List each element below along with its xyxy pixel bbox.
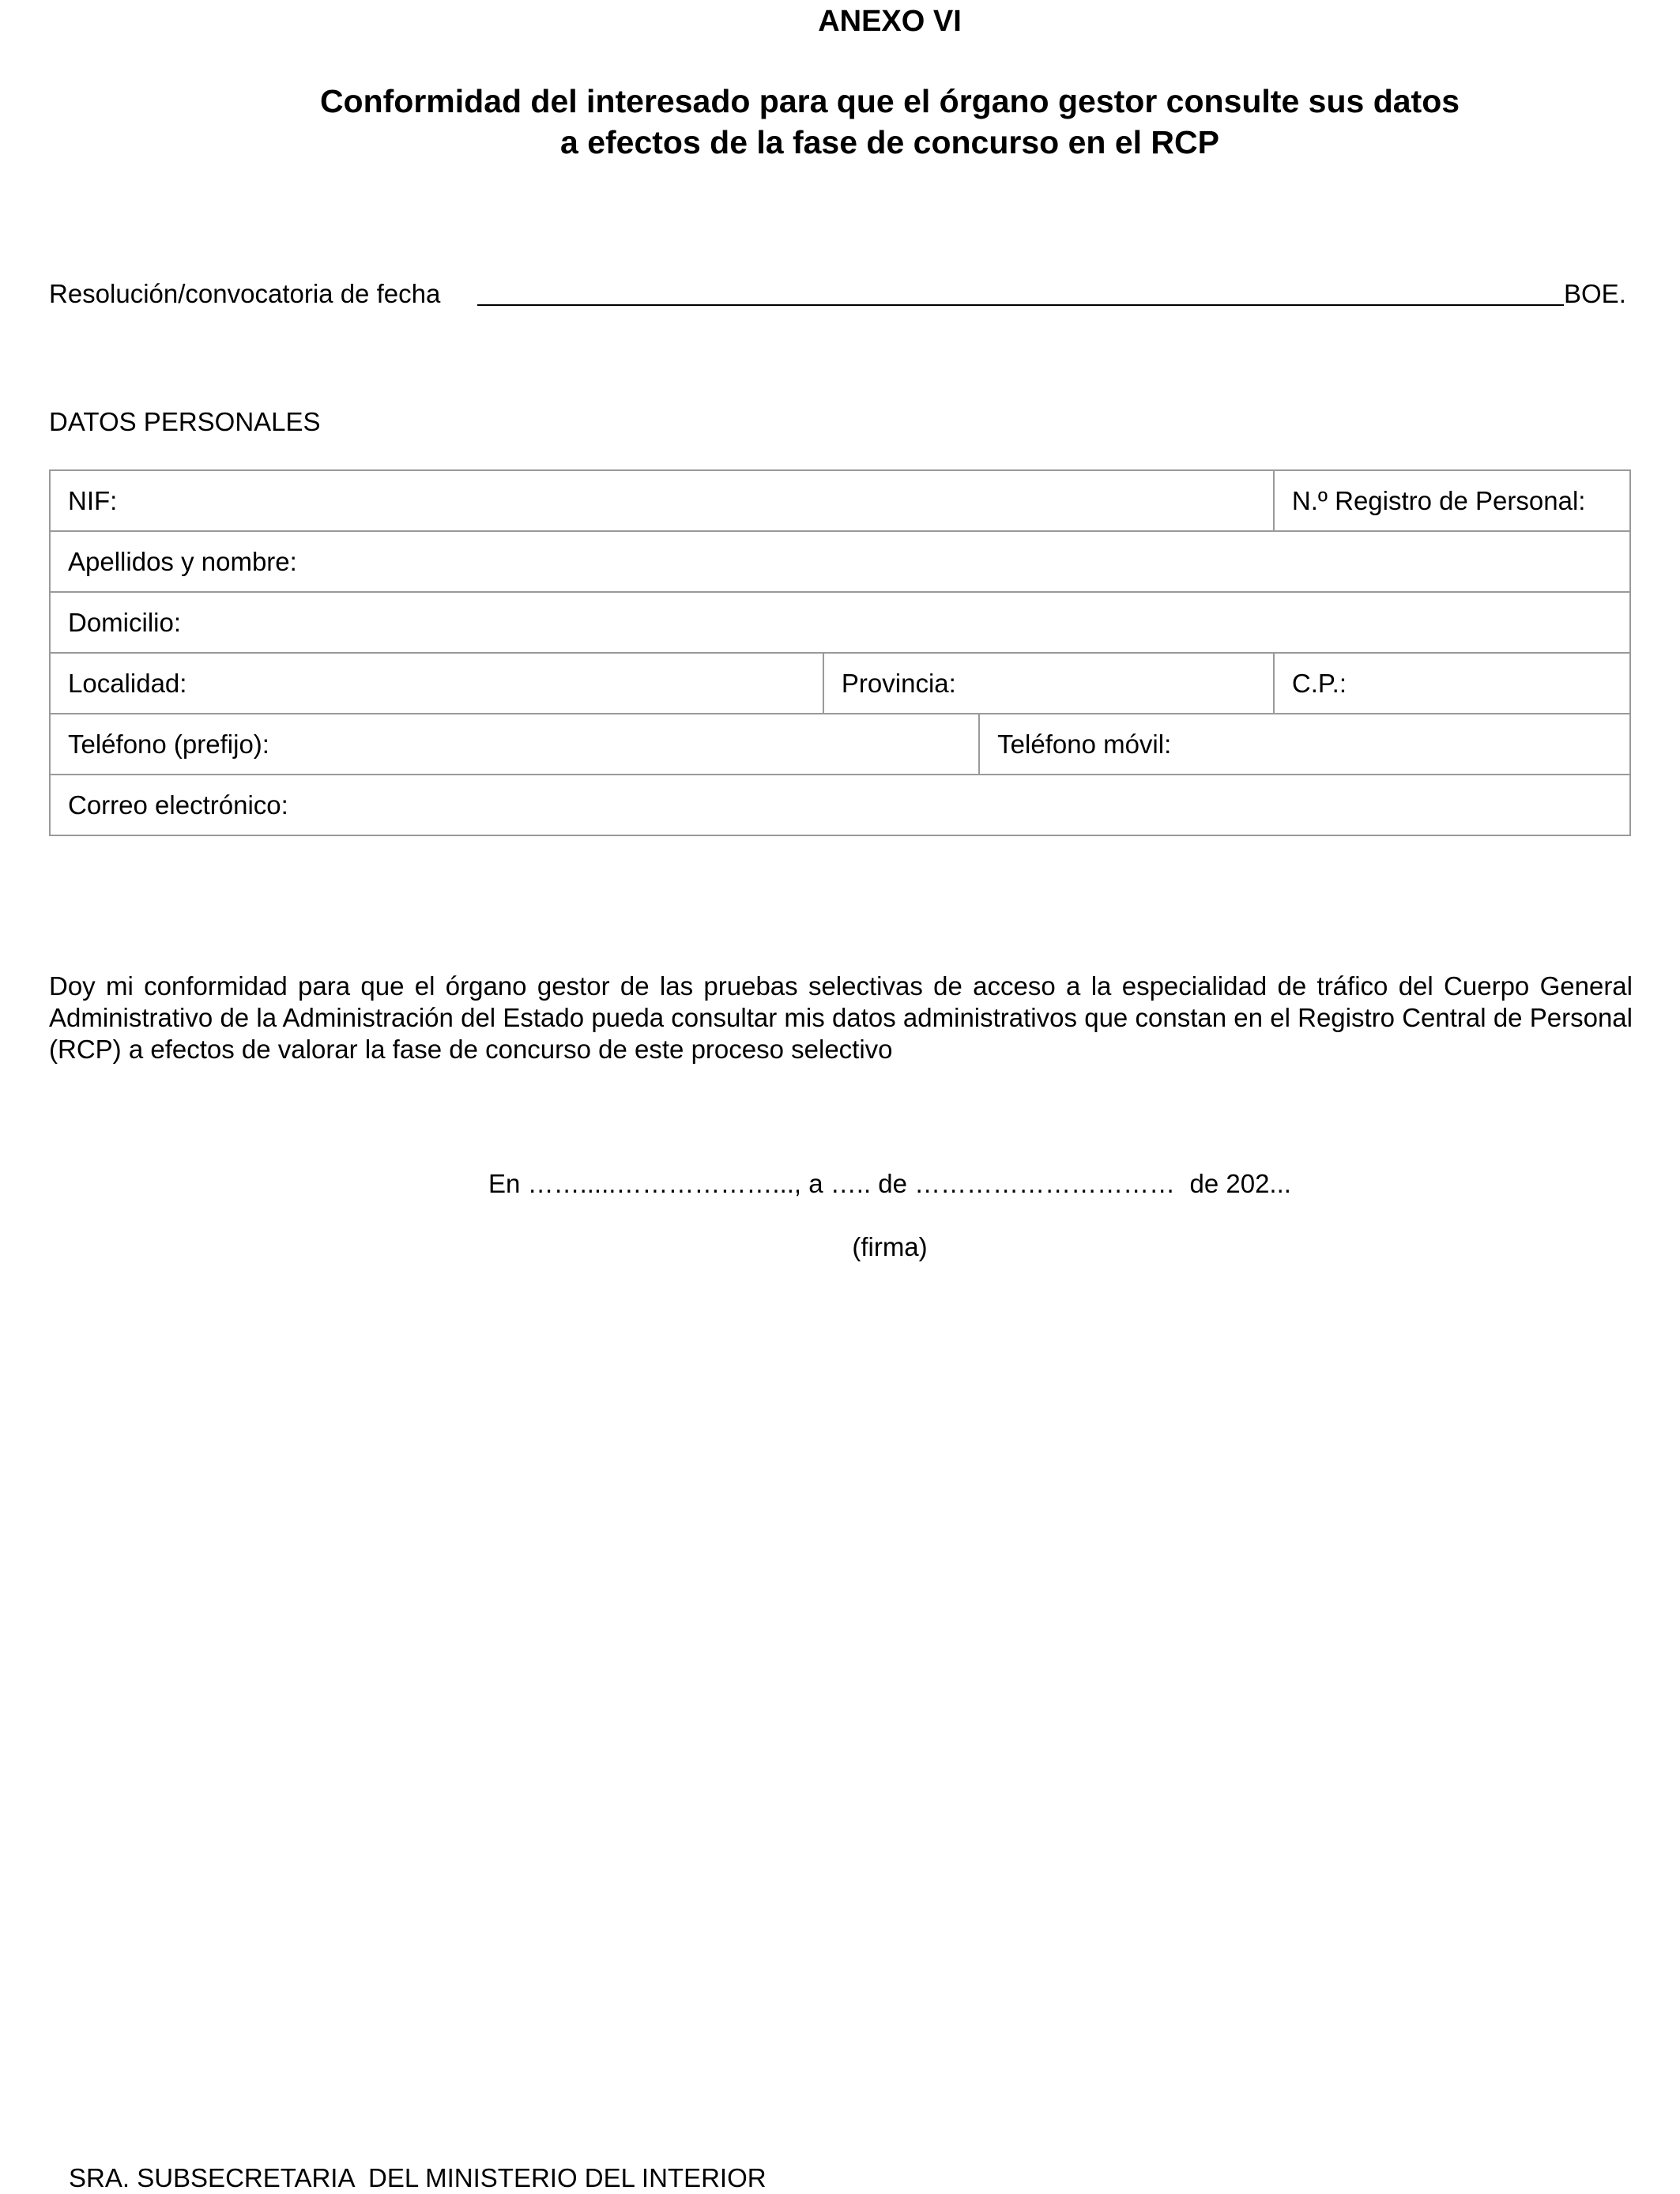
registro-personal-field[interactable]: N.º Registro de Personal: [1274, 470, 1630, 531]
resolution-date-blank-line[interactable] [477, 304, 1564, 306]
correo-electronico-field[interactable]: Correo electrónico: [50, 775, 1630, 835]
table-row [50, 470, 1630, 531]
table-row [50, 653, 1630, 714]
resolution-row [49, 277, 1632, 311]
nif-field[interactable]: NIF: [50, 470, 1274, 531]
localidad-field[interactable]: Localidad: [50, 653, 823, 714]
domicilio-field[interactable]: Domicilio: [50, 592, 1630, 653]
telefono-prefijo-field[interactable]: Teléfono (prefijo): [50, 714, 979, 775]
document-title-line-1: Conformidad del interesado para que el órgano gestor consulte sus datos [319, 83, 1460, 119]
cp-field[interactable]: C.P.: [1274, 653, 1630, 714]
apellidos-nombre-field[interactable]: Apellidos y nombre: [50, 531, 1630, 592]
provincia-field[interactable]: Provincia: [823, 653, 1274, 714]
addressee: SRA. SUBSECRETARIA DEL MINISTERIO DEL INTERIOR [69, 2163, 767, 2192]
personal-data-section-title: DATOS PERSONALES [49, 407, 321, 436]
table-row [50, 714, 1630, 775]
resolution-label: Resolución/convocatoria de fecha [49, 279, 441, 308]
place-date-line[interactable]: En …….....………………..., a ….. de ………………………… de 202... [488, 1169, 1291, 1198]
document-title-line-2: a efectos de la fase de concurso en el RCP [560, 124, 1219, 160]
annex-title: ANEXO VI [818, 5, 962, 38]
telefono-movil-field[interactable]: Teléfono móvil: [979, 714, 1630, 775]
resolution-boe-suffix: BOE. [1564, 279, 1626, 308]
consent-paragraph: Doy mi conformidad para que el órgano gestor de las pruebas selectivas de acceso a la especialidad de tráfico del Cuerpo General Administrativo de la Administración del Estado pueda consultar mis datos administrativos que constan en el Registro Central de Personal (RCP) a efectos de valorar la fase de concurso de este proceso selectivo [49, 971, 1633, 1064]
document-title [0, 81, 1680, 163]
table-row [50, 531, 1630, 592]
personal-data-table [49, 469, 1631, 836]
table-row [50, 592, 1630, 653]
signature-label: (firma) [852, 1232, 928, 1261]
table-row [50, 775, 1630, 835]
